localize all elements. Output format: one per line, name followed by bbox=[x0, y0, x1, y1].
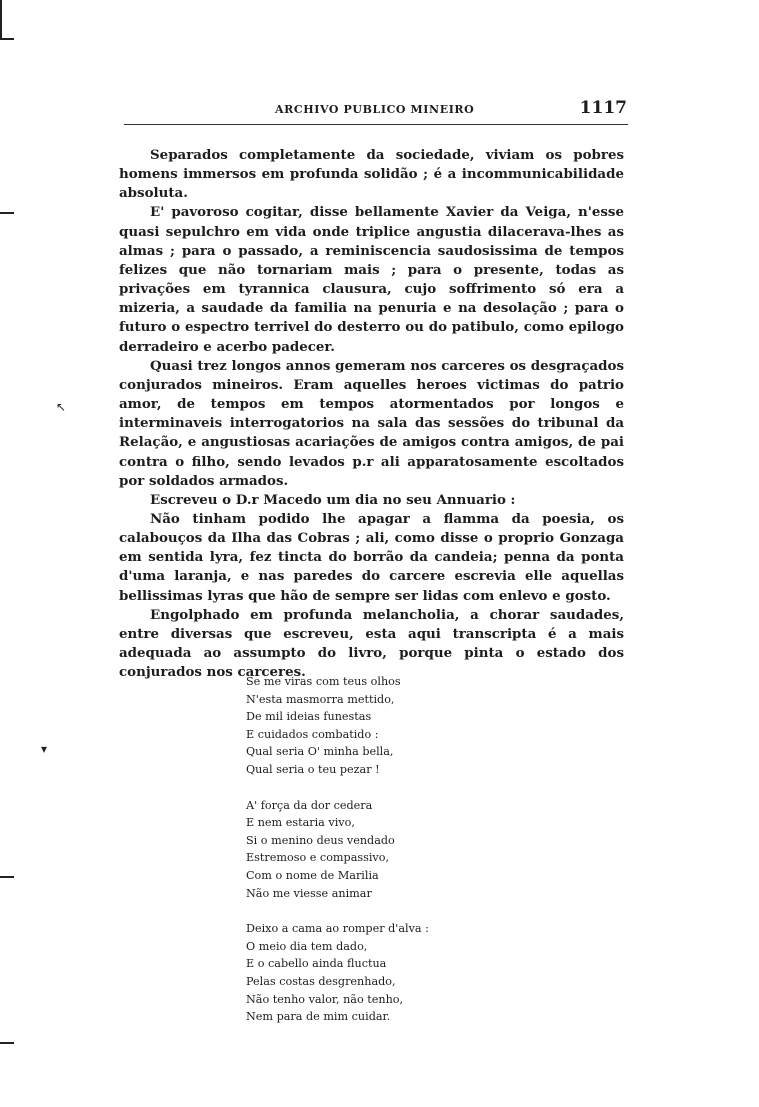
poem-line: O meio dia tem dado, bbox=[246, 939, 368, 953]
scan-edge-mark bbox=[0, 1042, 14, 1044]
poem-line: De mil ideias funestas bbox=[246, 710, 372, 724]
poem-line: Si o menino deus vendado bbox=[246, 833, 395, 847]
paragraph: E' pavoroso cogitar, disse bellamente Xavier da Veiga, n'esse quasi sepulchro em vida onde triplice angustia dilacerava-lhes as almas ; para o passado, a reminiscencia saudosissima de tempos felizes que não tornariam mais ; para o presente, todas as privações em tyrannica clausura, cujo soffrimento só era a mizeria, a saudade da familia na penuria e na desolação ; para o futuro o espectro terrivel do desterro ou do patibulo, como epilogo derradeiro e acerbo padecer. bbox=[119, 204, 624, 355]
page-header bbox=[125, 98, 627, 120]
paragraph: Escreveu o D.r Macedo um dia no seu Annuario : bbox=[150, 491, 516, 508]
poem-stanza bbox=[246, 920, 429, 1026]
poem-line: Não tenho valor, não tenho, bbox=[246, 992, 404, 1006]
paragraph: Quasi trez longos annos gemeram nos carceres os desgraçados conjurados mineiros. Eram aquelles heroes victimas do patrio amor, de tempos em tempos atormentados por longos e interminaveis interrogatorios na sala das sessões do tribunal da Relação, e angustiosas acariações de amigos contra amigos, de pai contra o filho, sendo levados p.r ali apparatosamente escoltados por soldados armados. bbox=[119, 357, 624, 489]
poem-line: E nem estaria vivo, bbox=[246, 816, 355, 830]
poem-line: Qual seria O' minha bella, bbox=[246, 745, 394, 759]
poem-line: N'esta masmorra mettido, bbox=[246, 692, 395, 706]
paragraph: Não tinham podido lhe apagar a flamma da poesia, os calabouços da Ilha das Cobras ; ali, como disse o proprio Gonzaga em sentida lyra, fez tincta do borrão da candeia; penna da ponta d'uma laranja, e nas paredes do carcere escrevia elle aquellas bellissimas lyras que hão de sempre ser lidas com enlevo e gosto. bbox=[119, 510, 624, 604]
poem-line: Com o nome de Marilia bbox=[246, 868, 379, 882]
poem bbox=[246, 673, 429, 1044]
margin-mark-icon: ▾ bbox=[41, 742, 48, 756]
header-rule bbox=[124, 124, 628, 125]
scan-edge-mark bbox=[0, 876, 14, 878]
scan-edge-mark bbox=[0, 212, 14, 214]
scan-edge-mark bbox=[0, 38, 14, 40]
poem-line: E cuidados combatido : bbox=[246, 727, 379, 741]
paragraph: Engolphado em profunda melancholia, a chorar saudades, entre diversas que escreveu, esta aqui transcripta é a mais adequada ao assumpto do livro, porque pinta o estado dos conjurados nos carceres. bbox=[119, 606, 624, 681]
header-title: ARCHIVO PUBLICO MINEIRO bbox=[275, 103, 475, 116]
poem-line: E o cabello ainda fluctua bbox=[246, 957, 387, 971]
poem-stanza bbox=[246, 797, 429, 903]
poem-line: Nem para de mim cuidar. bbox=[246, 1010, 391, 1024]
scan-edge-mark bbox=[0, 0, 2, 38]
body-text bbox=[119, 146, 624, 682]
poem-line: Deixo a cama ao romper d'alva : bbox=[246, 922, 429, 936]
page-number: 1117 bbox=[579, 98, 627, 118]
poem-line: A' força da dor cedera bbox=[246, 798, 373, 812]
poem-stanza bbox=[246, 673, 429, 779]
poem-line: Pelas costas desgrenhado, bbox=[246, 974, 396, 988]
paragraph: Separados completamente da sociedade, viviam os pobres homens immersos em profunda solidão ; é a incommunicabilidade absoluta. bbox=[119, 147, 624, 202]
margin-mark-icon: ↖ bbox=[56, 400, 67, 414]
poem-line: Não me viesse animar bbox=[246, 886, 372, 900]
poem-line: Se me viras com teus olhos bbox=[246, 675, 401, 688]
poem-line: Estremoso e compassivo, bbox=[246, 851, 390, 865]
poem-line: Qual seria o teu pezar ! bbox=[246, 762, 380, 776]
